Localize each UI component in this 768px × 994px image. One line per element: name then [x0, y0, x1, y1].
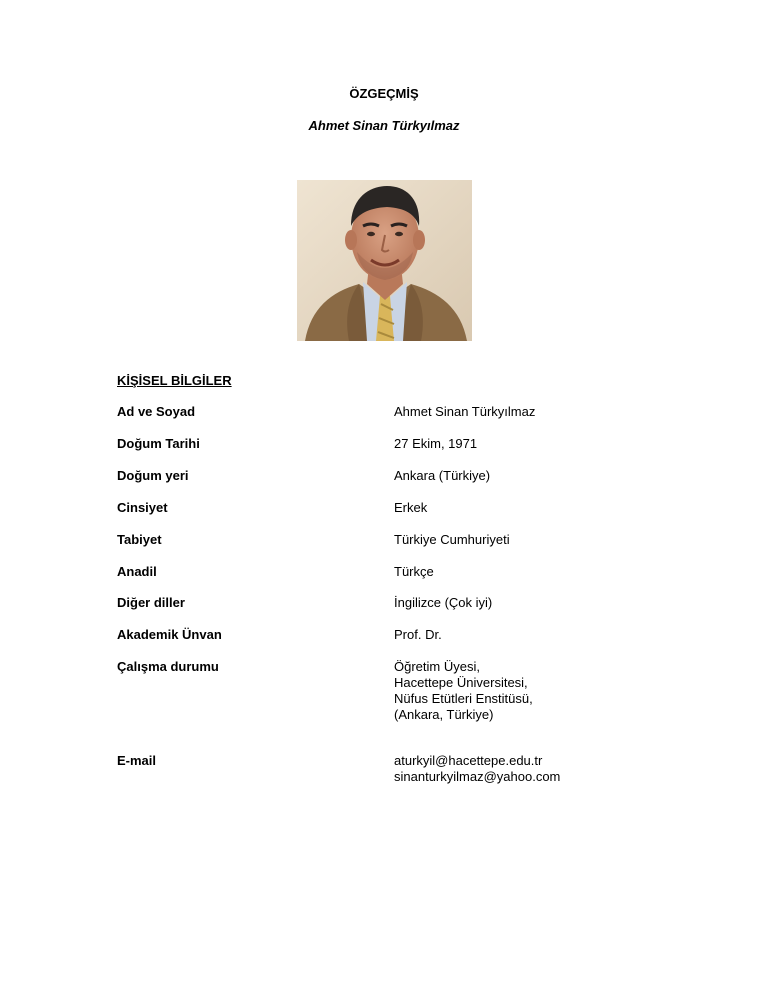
field-value: [394, 564, 434, 580]
row-name: [117, 404, 677, 420]
field-value: [394, 659, 533, 723]
row-birth-date: [117, 436, 677, 452]
field-value: [394, 627, 442, 643]
row-birth-place: [117, 468, 677, 484]
field-label: Cinsiyet: [117, 500, 168, 515]
personal-info-heading: KİŞİSEL BİLGİLER: [117, 373, 232, 388]
field-value-line: İngilizce (Çok iyi): [394, 595, 493, 610]
field-value: [394, 500, 427, 516]
row-academic-title: [117, 627, 677, 643]
field-value-line: Prof. Dr.: [394, 627, 442, 642]
row-gender: [117, 500, 677, 516]
row-native-language: [117, 564, 677, 580]
field-value: [394, 595, 492, 611]
field-value: [394, 404, 535, 420]
field-label: Çalışma durumu: [117, 659, 219, 674]
field-label: Tabiyet: [117, 532, 162, 547]
field-value-line: Türkçe: [394, 564, 434, 579]
row-employment: [117, 659, 677, 723]
email-address[interactable]: sinanturkyilmaz@yahoo.com: [394, 769, 561, 784]
field-value-line: Öğretim Üyesi,: [394, 659, 480, 674]
profile-photo: [297, 180, 472, 341]
field-value-line: Ankara (Türkiye): [394, 468, 491, 483]
field-label: Akademik Ünvan: [117, 627, 222, 642]
field-label: Ad ve Soyad: [117, 404, 196, 419]
person-name-subtitle: Ahmet Sinan Türkyılmaz: [308, 118, 460, 133]
field-value: [394, 532, 510, 548]
field-label: Doğum Tarihi: [117, 436, 200, 451]
field-value-line: (Ankara, Türkiye): [394, 707, 494, 722]
field-value-line: 27 Ekim, 1971: [394, 436, 478, 451]
field-value: [394, 436, 477, 452]
field-value-line: Türkiye Cumhuriyeti: [394, 532, 510, 547]
field-value-line: Ahmet Sinan Türkyılmaz: [394, 404, 536, 419]
field-label: Doğum yeri: [117, 468, 189, 483]
document-title: ÖZGEÇMİŞ: [349, 86, 419, 101]
field-value-line: Nüfus Etütleri Enstitüsü,: [394, 691, 533, 706]
email-address[interactable]: aturkyil@hacettepe.edu.tr: [394, 753, 543, 768]
row-other-languages: [117, 595, 677, 611]
field-value-line: Erkek: [394, 500, 428, 515]
field-value-line: Hacettepe Üniversitesi,: [394, 675, 528, 690]
field-value: [394, 468, 490, 484]
field-label: Diğer diller: [117, 595, 185, 610]
row-nationality: [117, 532, 677, 548]
row-email: [117, 753, 677, 785]
field-label: Anadil: [117, 564, 157, 579]
field-label: E-mail: [117, 753, 157, 768]
field-value: [394, 753, 560, 785]
